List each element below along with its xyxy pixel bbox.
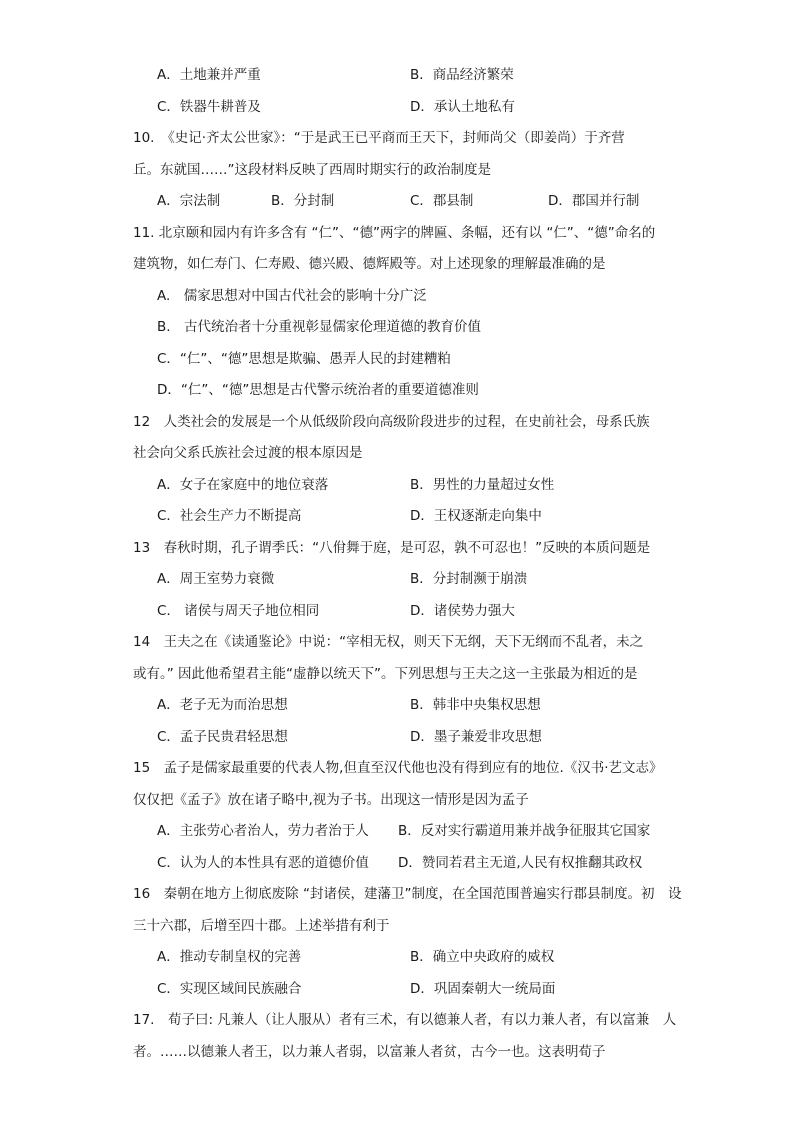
q11-option-c[interactable]: C．“仁”、“德”思想是欺骗、愚弄人民的封建糟粕 bbox=[157, 351, 451, 367]
q11-stem-line1: 11. 北京颐和园内有许多含有 “仁”、“德”两字的牌匾、条幅，还有以 “仁”、“德”命名的 bbox=[133, 225, 656, 241]
q11-option-d[interactable]: D．“仁”、“德”思想是古代警示统治者的重要道德准则 bbox=[157, 382, 479, 398]
q10-option-b[interactable]: B．分封制 bbox=[271, 193, 335, 209]
q9-option-c[interactable]: C．铁器牛耕普及 bbox=[157, 99, 261, 115]
q15-stem-line2: 仅仅把《孟子》放在诸子略中,视为子书。出现这一情形是因为孟子 bbox=[133, 792, 529, 808]
q11-stem-line2: 建筑物，如仁寿门、仁寿殿、德兴殿、德辉殿等。对上述现象的理解最准确的是 bbox=[133, 256, 606, 272]
q12-option-d[interactable]: D．王权逐渐走向集中 bbox=[410, 508, 542, 524]
q13-option-b[interactable]: B．分封制濒于崩溃 bbox=[410, 571, 528, 587]
q15-option-c[interactable]: C．认为人的本性具有恶的道德价值 bbox=[157, 855, 369, 871]
q10-stem-line2: 丘。东就国……”这段材料反映了西周时期实行的政治制度是 bbox=[133, 162, 491, 178]
q12-option-c[interactable]: C．社会生产力不断提高 bbox=[157, 508, 302, 524]
q10-option-d[interactable]: D．郡国并行制 bbox=[548, 193, 640, 209]
q17-stem-line2: 者。……以德兼人者王，以力兼人者弱，以富兼人者贫，古今一也。这表明荀子 bbox=[133, 1044, 606, 1060]
q12-option-a[interactable]: A．女子在家庭中的地位衰落 bbox=[157, 477, 329, 493]
q12-option-b[interactable]: B．男性的力量超过女性 bbox=[410, 477, 555, 493]
q15-option-d[interactable]: D．赞同若君主无道,人民有权推翻其政权 bbox=[398, 855, 643, 871]
q9-option-d[interactable]: D．承认土地私有 bbox=[410, 99, 515, 115]
q11-option-b[interactable]: B. 古代统治者十分重视彰显儒家伦理道德的教育价值 bbox=[157, 319, 482, 335]
q14-option-c[interactable]: C．孟子民贵君轻思想 bbox=[157, 729, 288, 745]
q16-option-c[interactable]: C．实现区域间民族融合 bbox=[157, 981, 302, 997]
q16-stem-line1: 16 秦朝在地方上彻底废除 “封诸侯，建藩卫”制度，在全国范围普遍实行郡县制度。初 设 bbox=[133, 886, 682, 902]
q13-stem-line1: 13 春秋时期，孔子谓季氏：“八佾舞于庭，是可忍，孰不可忍也！”反映的本质问题是 bbox=[133, 540, 651, 556]
q14-option-d[interactable]: D．墨子兼爱非攻思想 bbox=[410, 729, 542, 745]
q15-option-a[interactable]: A．主张劳心者治人，劳力者治于人 bbox=[157, 823, 369, 839]
q10-option-a[interactable]: A．宗法制 bbox=[157, 193, 221, 209]
q9-option-b[interactable]: B．商品经济繁荣 bbox=[410, 67, 514, 83]
q12-stem-line1: 12 人类社会的发展是一个从低级阶段向高级阶段进步的过程，在史前社会，母系氏族 bbox=[133, 414, 650, 430]
q12-stem-line2: 社会向父系氏族社会过渡的根本原因是 bbox=[133, 445, 363, 461]
q13-option-d[interactable]: D．诸侯势力强大 bbox=[410, 603, 515, 619]
q14-option-b[interactable]: B．韩非中央集权思想 bbox=[410, 697, 541, 713]
q10-stem-line1: 10. 《史记·齐太公世家》：“于是武王已平商而王天下，封师尚父（即姜尚）于齐营 bbox=[133, 130, 625, 146]
q14-option-a[interactable]: A．老子无为而治思想 bbox=[157, 697, 288, 713]
q10-option-c[interactable]: C．郡县制 bbox=[410, 193, 474, 209]
q9-option-a[interactable]: A．土地兼并严重 bbox=[157, 67, 261, 83]
q15-stem-line1: 15 孟子是儒家最重要的代表人物,但直至汉代他也没有得到应有的地位.《汉书·艺文志》 bbox=[133, 760, 663, 776]
q15-option-b[interactable]: B．反对实行霸道用兼并战争征服其它国家 bbox=[398, 823, 651, 839]
q14-stem-line2: 或有。” 因此他希望君主能“虚静以统天下”。下列思想与王夫之这一主张最为相近的是 bbox=[133, 666, 638, 682]
q16-option-d[interactable]: D．巩固秦朝大一统局面 bbox=[410, 981, 556, 997]
q13-option-a[interactable]: A．周王室势力衰微 bbox=[157, 571, 275, 587]
q16-option-a[interactable]: A．推动专制皇权的完善 bbox=[157, 949, 302, 965]
q16-stem-line2: 三十六郡，后增至四十郡。上述举措有利于 bbox=[133, 918, 390, 934]
q13-option-c[interactable]: C. 诸侯与周天子地位相同 bbox=[157, 603, 320, 619]
q16-option-b[interactable]: B．确立中央政府的威权 bbox=[410, 949, 555, 965]
q11-option-a[interactable]: A. 儒家思想对中国古代社会的影响十分广泛 bbox=[157, 288, 427, 304]
q17-stem-line1: 17. 荀子曰: 凡兼人（让人服从）者有三术，有以德兼人者，有以力兼人者，有以富兼 人 bbox=[133, 1012, 677, 1028]
q14-stem-line1: 14 王夫之在《读通鉴论》中说：“宰相无权，则天下无纲，天下无纲而不乱者，未之 bbox=[133, 634, 644, 650]
